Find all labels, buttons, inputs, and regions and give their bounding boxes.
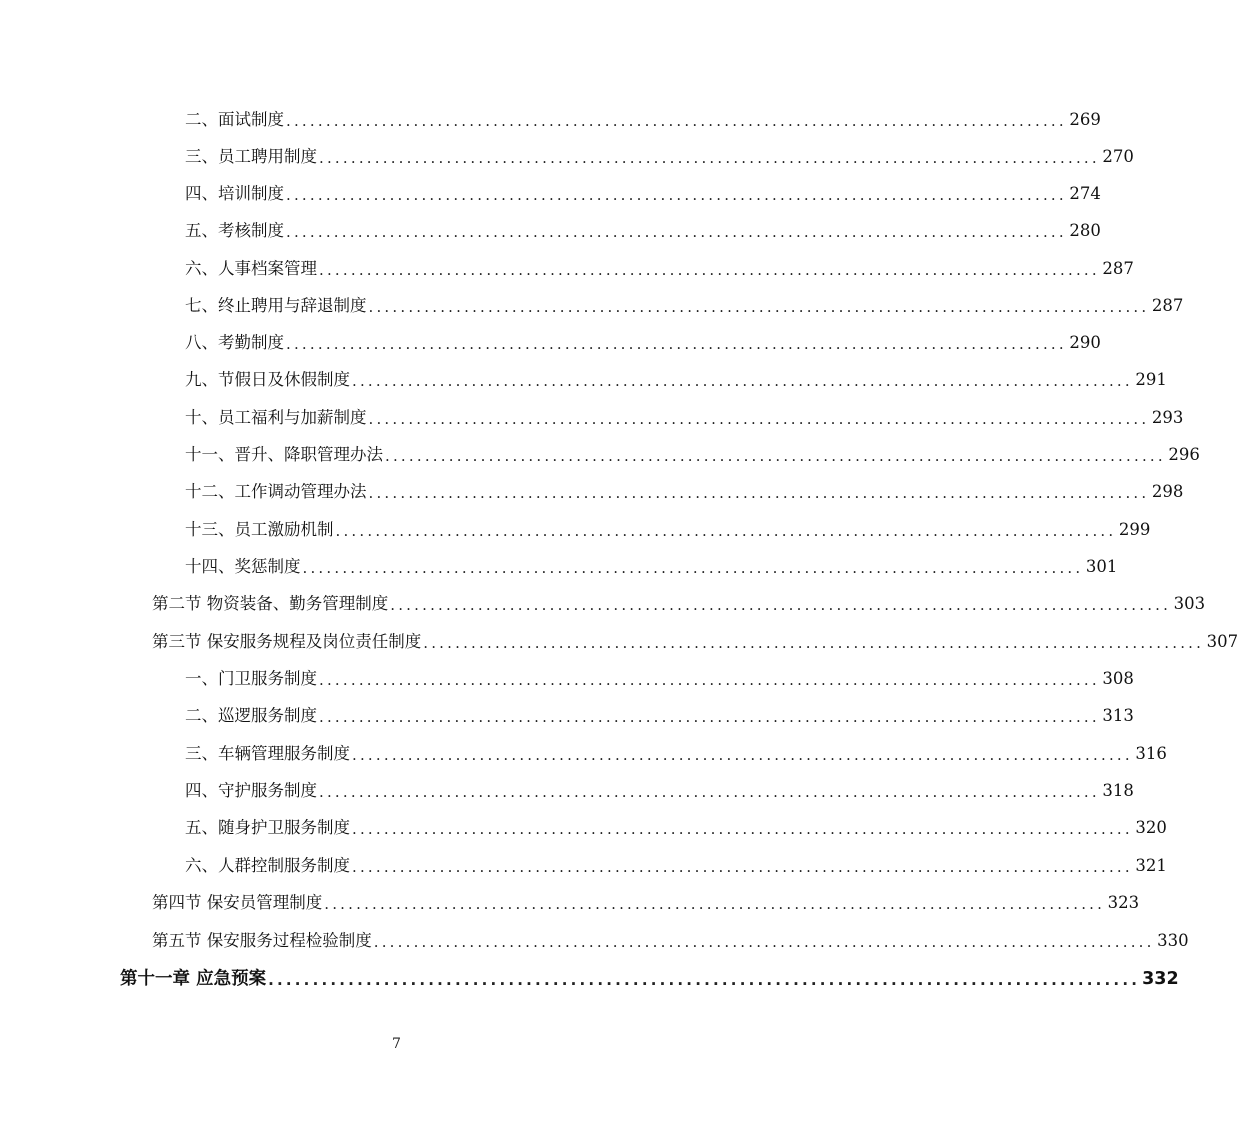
toc-entry-page: 321 [1135, 856, 1167, 875]
toc-entry-page: 290 [1069, 333, 1101, 352]
toc-entry[interactable] [185, 815, 1167, 841]
toc-entry[interactable] [185, 330, 1101, 356]
toc-entry-page: 280 [1069, 221, 1101, 240]
toc-entry-page: 293 [1151, 408, 1184, 427]
toc-entry-page: 303 [1173, 594, 1206, 613]
toc-entry-page: 316 [1135, 744, 1167, 763]
toc-entry[interactable] [185, 517, 1151, 543]
toc-entry-title: 十一、晋升、降职管理办法 [185, 445, 383, 464]
toc-entry-page: 291 [1135, 370, 1167, 389]
toc-entry-page: 323 [1107, 893, 1140, 912]
toc-entry-page: 313 [1102, 706, 1134, 725]
toc-entry-page: 307 [1206, 632, 1238, 651]
toc-entry-page: 287 [1151, 296, 1184, 315]
toc-entry-title: 二、巡逻服务制度 [185, 706, 317, 725]
toc-entry[interactable] [152, 591, 1206, 617]
toc-leader-dots: .................................................................................................. [319, 149, 1100, 167]
toc-entry-title: 第四节 保安员管理制度 [152, 893, 323, 912]
page-number: 7 [392, 1036, 401, 1052]
toc-entry-page: 287 [1102, 259, 1134, 278]
toc-entry-title: 七、终止聘用与辞退制度 [185, 296, 367, 315]
toc-entry[interactable] [185, 367, 1167, 393]
toc-entry[interactable] [152, 629, 1238, 655]
toc-entry-title: 六、人事档案管理 [185, 259, 317, 278]
toc-entry-title: 八、考勤制度 [185, 333, 284, 352]
toc-leader-dots: .................................................................................................. [385, 447, 1166, 465]
toc-leader-dots: .................................................................................................. [373, 933, 1155, 951]
toc-leader-dots: .................................................................................................. [319, 261, 1100, 279]
toc-leader-dots: .................................................................................................. [368, 410, 1150, 428]
toc-leader-dots: .................................................................................................. [368, 484, 1150, 502]
toc-entry[interactable] [185, 144, 1134, 170]
toc-entry-title: 十、员工福利与加薪制度 [185, 408, 367, 427]
toc-entry-page: 308 [1102, 669, 1134, 688]
toc-entry-title: 三、员工聘用制度 [185, 147, 317, 166]
toc-entry[interactable] [185, 703, 1134, 729]
toc-entry-chapter[interactable] [120, 966, 1179, 992]
toc-entry[interactable] [185, 853, 1167, 879]
toc-leader-dots: .................................................................................................. [302, 559, 1084, 577]
toc-entry-title: 四、守护服务制度 [185, 781, 317, 800]
toc-leader-dots: .................................................................................................. [319, 783, 1100, 801]
toc-leader-dots: .................................................................................................. [352, 820, 1133, 838]
toc-entry[interactable] [185, 554, 1118, 580]
toc-entry-title: 十二、工作调动管理办法 [185, 482, 367, 501]
toc-entry-title: 三、车辆管理服务制度 [185, 744, 350, 763]
toc-entry-page: 296 [1168, 445, 1200, 464]
toc-entry[interactable] [152, 928, 1189, 954]
toc-entry-page: 301 [1085, 557, 1118, 576]
toc-entry[interactable] [185, 778, 1134, 804]
toc-entry[interactable] [185, 666, 1134, 692]
toc-leader-dots: .................................................................................................. [335, 522, 1117, 540]
toc-leader-dots: .................................................................................................. [390, 596, 1172, 614]
toc-entry-title: 第三节 保安服务规程及岗位责任制度 [152, 632, 422, 651]
toc-entry[interactable] [185, 181, 1101, 207]
toc-leader-dots: .................................................................................................. [286, 335, 1067, 353]
toc-entry-title: 二、面试制度 [185, 110, 284, 129]
toc-entry-title: 五、随身护卫服务制度 [185, 818, 350, 837]
toc-leader-dots: .................................................................................................. [286, 112, 1067, 130]
toc-entry[interactable] [185, 741, 1167, 767]
toc-entry-title: 第十一章 应急预案 [120, 969, 267, 989]
toc-entry[interactable] [152, 890, 1140, 916]
toc-entry-page: 269 [1069, 110, 1101, 129]
toc-entry-page: 274 [1069, 184, 1101, 203]
toc-entry-title: 第二节 物资装备、勤务管理制度 [152, 594, 389, 613]
toc-leader-dots: .................................................................................................. [352, 858, 1133, 876]
toc-entry[interactable] [185, 256, 1134, 282]
toc-entry-page: 330 [1157, 931, 1189, 950]
toc-entry-page: 332 [1142, 969, 1179, 989]
toc-entry[interactable] [185, 405, 1184, 431]
toc-entry-title: 十三、员工激励机制 [185, 520, 334, 539]
toc-entry[interactable] [185, 442, 1200, 468]
toc-leader-dots: .................................................................................................. [352, 372, 1133, 390]
toc-leader-dots: .................................................................................................. [319, 708, 1100, 726]
toc-entry-title: 十四、奖惩制度 [185, 557, 301, 576]
toc-entry-title: 一、门卫服务制度 [185, 669, 317, 688]
toc-entry-page: 320 [1135, 818, 1167, 837]
toc-leader-dots: .................................................................................................. [268, 971, 1141, 989]
toc-entry-title: 五、考核制度 [185, 221, 284, 240]
toc-leader-dots: .................................................................................................. [286, 223, 1067, 241]
toc-leader-dots: .................................................................................................. [423, 634, 1205, 652]
toc-entry-title: 第五节 保安服务过程检验制度 [152, 931, 372, 950]
toc-entry-page: 299 [1118, 520, 1151, 539]
toc-entry-page: 270 [1102, 147, 1134, 166]
toc-entry[interactable] [185, 293, 1184, 319]
toc-leader-dots: .................................................................................................. [319, 671, 1100, 689]
toc-leader-dots: .................................................................................................. [286, 186, 1067, 204]
toc-leader-dots: .................................................................................................. [324, 895, 1106, 913]
toc-entry-title: 六、人群控制服务制度 [185, 856, 350, 875]
toc-leader-dots: .................................................................................................. [368, 298, 1150, 316]
toc-entry[interactable] [185, 107, 1101, 133]
toc-entry[interactable] [185, 218, 1101, 244]
toc-entry-page: 318 [1102, 781, 1134, 800]
toc-entry-title: 九、节假日及休假制度 [185, 370, 350, 389]
toc-entry-title: 四、培训制度 [185, 184, 284, 203]
toc-entry[interactable] [185, 479, 1184, 505]
toc-entry-page: 298 [1151, 482, 1184, 501]
toc-leader-dots: .................................................................................................. [352, 746, 1133, 764]
